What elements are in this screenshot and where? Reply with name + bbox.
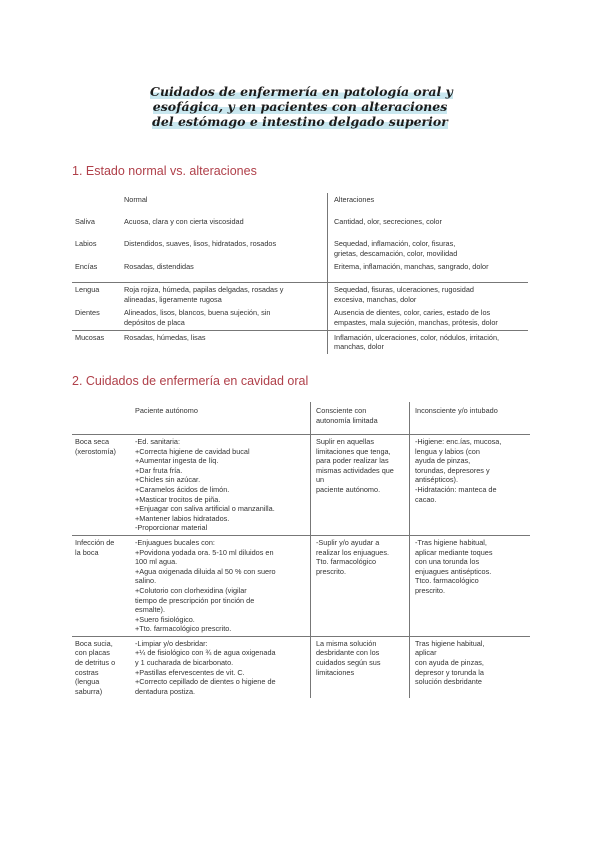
row-label: Encías [75,262,98,272]
title-line-2: esofágica, y en pacientes con alteraciones [152,99,448,114]
row-alterations: Sequedad, inflamación, color, fisuras, grietas, descamación, color, movilidad [328,237,529,260]
section-2-title: 2. Cuidados de enfermería en cavidad oral [72,374,309,388]
row-alterations: Cantidad, olor, secreciones, color [328,215,529,237]
row-normal: Acuosa, clara y con cierta viscosidad [124,217,244,226]
row-label: Boca seca (xerostomía) [72,435,132,536]
row-alterations: Inflamación, ulceraciones, color, nódulos, irritación, manchas, dolor [328,330,529,354]
document-title [150,84,453,129]
table-row [72,260,528,283]
row-inconsciente: -Tras higiene habitual, aplicar mediante toques con una torunda los enjuagues antisépticos. Ttco. farmacológico prescrito. [410,535,531,636]
row-limitada: La misma solución desbridante con los cuidados según sus limitaciones [311,636,410,698]
row-label: Saliva [75,217,95,226]
row-inconsciente: -Higiene: enc.ías, mucosa, lengua y labios (con ayuda de pinzas, torundas, depresores y antisépticos). -Hidratación: manteca de cacao. [410,435,531,536]
table-header-row [72,193,528,215]
table-row [72,435,530,536]
table-header-row [72,402,530,435]
row-normal: Alineados, lisos, blancos, buena sujeción, sin depósitos de placa [124,308,271,327]
row-inconsciente: Tras higiene habitual, aplicar con ayuda de pinzas, depresor y torunda la solución desbridante [410,636,531,698]
row-label: Mucosas [72,330,121,354]
header-limitada: Consciente con autonomía limitada [311,402,410,435]
row-label: Boca sucia, con placas de detritus o costras (lengua saburra) [72,636,132,698]
row-label: Infección de la boca [72,535,132,636]
table-row [72,283,528,307]
row-autonomo: -Limpiar y/o desbridar: +¼ de fisiológico con ¾ de agua oxigenada y 1 cucharada de bicarbonato. +Pastillas efervescentes de vit. C. +Correcto cepillado de dientes o higiene de dentadura postiza. [132,636,311,698]
row-normal: Rosadas, distendidas [124,262,194,272]
row-autonomo: -Ed. sanitaria: +Correcta higiene de cavidad bucal +Aumentar ingesta de líq. +Dar fruta fría. +Chicles sin azúcar. +Caramelos ácidos de limón. +Masticar trocitos de piña. +Enjuagar con saliva artificial o manzanilla. +Mantener labios hidratados. -Proporcionar material [132,435,311,536]
normal-vs-alterations-table [72,193,528,354]
section-1-title: 1. Estado normal vs. alteraciones [72,164,257,178]
header-cell-empty [72,402,132,435]
row-alterations: Ausencia de dientes, color, caries, estado de los empastes, mala sujeción, manchas, prótesis, dolor [328,306,529,330]
row-label: Labios [75,239,97,248]
row-label: Dientes [75,308,100,318]
row-limitada: Suplir en aquellas limitaciones que tenga, para poder realizar las mismas actividades que un paciente autónomo. [311,435,410,536]
table-row [72,330,528,354]
table-row [72,215,528,237]
row-label: Lengua [72,283,121,307]
oral-care-table [72,402,530,698]
header-inconsciente: Inconsciente y/o intubado [410,402,531,435]
title-line-3: del estómago e intestino delgado superior [152,114,448,129]
header-autonomo: Paciente autónomo [135,406,198,415]
row-normal: Roja rojiza, húmeda, papilas delgadas, rosadas y alineadas, ligeramente rugosa [121,283,328,307]
row-normal: Rosadas, húmedas, lisas [121,330,328,354]
header-normal: Normal [124,195,148,204]
title-line-1: Cuidados de enfermería en patología oral y [150,84,453,99]
table-row [72,636,530,698]
table-row [72,535,530,636]
table-row [72,306,528,330]
row-autonomo: -Enjuagues bucales con: +Povidona yodada ora. 5-10 ml diluidos en 100 ml agua. +Agua oxigenada diluida al 50 % con suero salino. +Colutorio con clorhexidina (vigilar tiempo de prescripción por tinción de esmalte). +Suero fisiológico. +Tto. farmacológico prescrito. [132,535,311,636]
row-alterations: Sequedad, fisuras, ulceraciones, rugosidad excesiva, manchas, dolor [328,283,529,307]
header-cell-empty [72,193,121,215]
header-alteraciones: Alteraciones [328,193,529,215]
row-normal: Distendidos, suaves, lisos, hidratados, rosados [124,239,277,248]
row-alterations: Eritema, inflamación, manchas, sangrado, dolor [328,260,529,283]
table-row [72,237,528,260]
row-limitada: -Suplir y/o ayudar a realizar los enjuagues. Tto. farmacológico prescrito. [311,535,410,636]
